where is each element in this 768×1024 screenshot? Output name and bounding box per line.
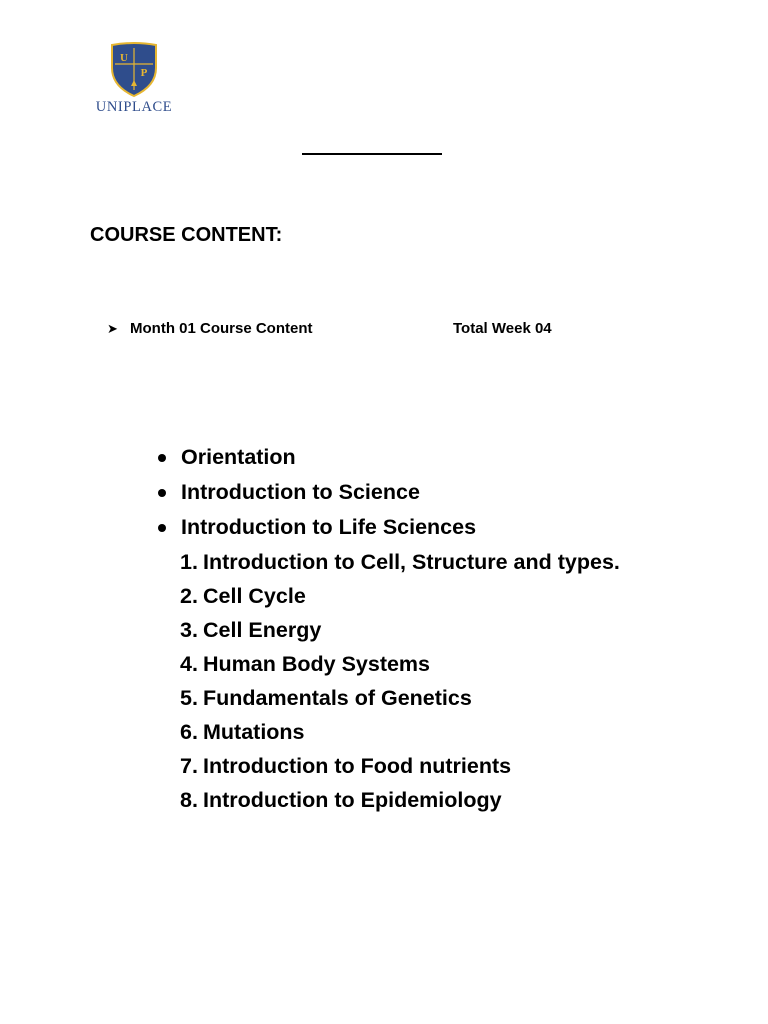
list-item — [180, 647, 620, 681]
arrowhead-icon: ➤ — [107, 321, 118, 336]
logo-monogram-left: U — [120, 52, 128, 64]
bullet-dot-icon — [158, 489, 166, 497]
subtopic-text: Human Body Systems — [203, 652, 431, 676]
subtopic-text: Cell Cycle — [203, 584, 306, 608]
subtopic-text: Introduction to Food nutrients — [203, 754, 512, 778]
list-number: 5. — [180, 686, 198, 710]
logo-monogram-right: P — [140, 67, 148, 79]
list-number: 8. — [180, 788, 198, 812]
list-item — [180, 749, 620, 783]
list-item — [180, 681, 620, 715]
topic-bullet-list — [155, 440, 476, 545]
list-item — [180, 715, 620, 749]
list-number: 2. — [180, 584, 198, 608]
list-item — [180, 613, 620, 647]
list-item — [155, 475, 476, 510]
topic-text: Introduction to Life Sciences — [181, 515, 477, 539]
list-item — [180, 545, 620, 579]
shield-crest-icon — [109, 42, 159, 98]
list-number: 7. — [180, 754, 198, 778]
course-content-heading: COURSE CONTENT: — [90, 224, 283, 246]
list-number: 6. — [180, 720, 198, 744]
subtopic-text: Mutations — [203, 720, 305, 744]
list-number: 1. — [180, 550, 198, 574]
subtopic-numbered-list — [180, 545, 620, 817]
month-summary-row — [107, 318, 667, 340]
list-item — [180, 783, 620, 817]
subtopic-text: Cell Energy — [203, 618, 322, 642]
subtopic-text: Fundamentals of Genetics — [203, 686, 472, 710]
subtopic-text: Introduction to Cell, Structure and types. — [203, 550, 620, 574]
bullet-dot-icon — [158, 454, 166, 462]
bullet-dot-icon — [158, 524, 166, 532]
total-weeks-label: Total Week 04 — [453, 320, 552, 337]
list-number: 4. — [180, 652, 198, 676]
list-item — [155, 440, 476, 475]
list-item — [180, 579, 620, 613]
subtopic-text: Introduction to Epidemiology — [203, 788, 502, 812]
list-number: 3. — [180, 618, 198, 642]
topic-text: Orientation — [181, 445, 296, 469]
logo-wordmark: UNIPLACE — [95, 99, 173, 115]
uniplace-logo — [88, 42, 180, 118]
title-underline-divider — [302, 153, 442, 155]
topic-text: Introduction to Science — [181, 480, 420, 504]
list-item — [155, 510, 476, 545]
month-label: Month 01 Course Content — [130, 320, 313, 337]
